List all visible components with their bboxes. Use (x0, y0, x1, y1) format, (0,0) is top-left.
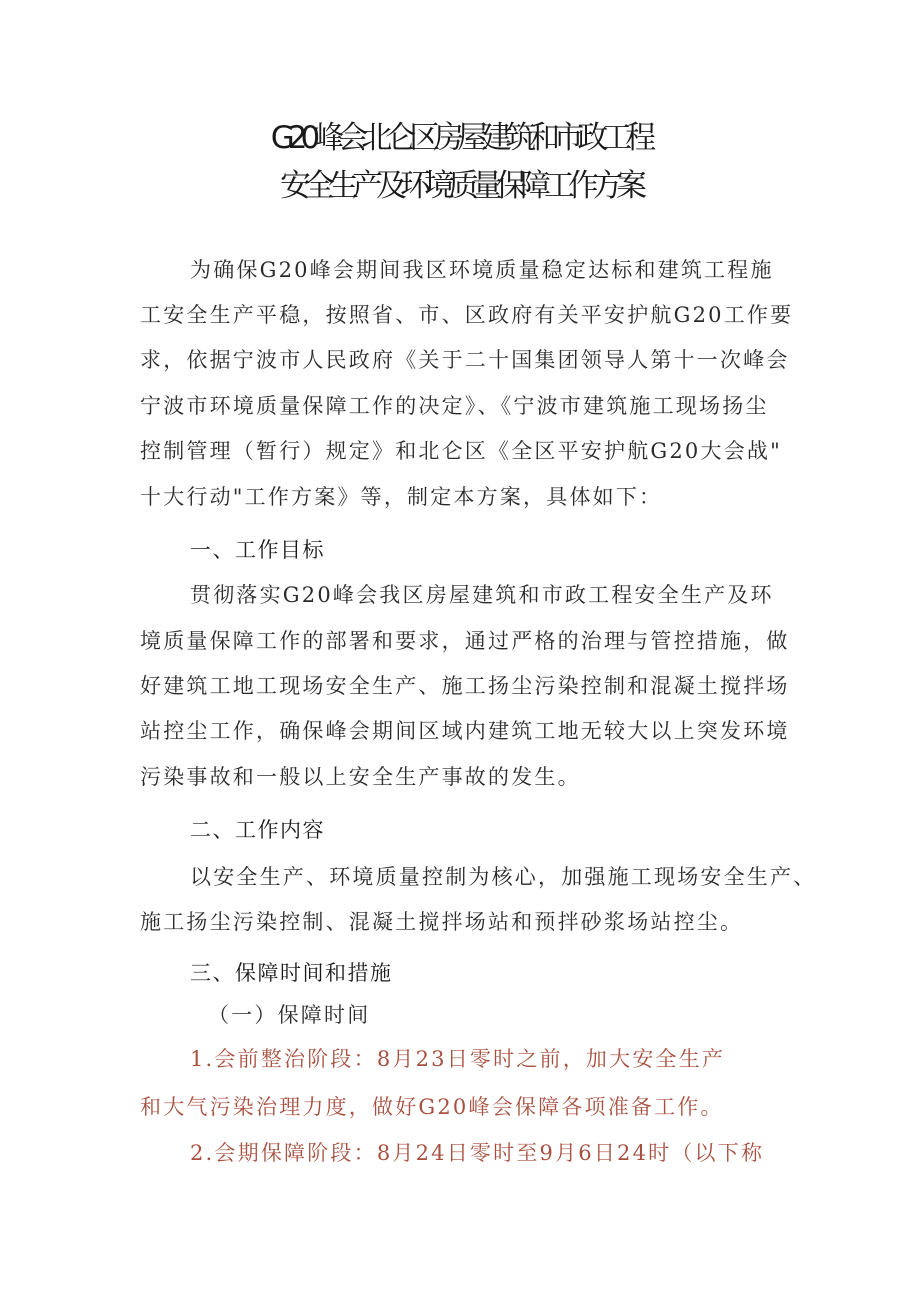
section-heading-work-content: 二、工作内容 (190, 818, 325, 842)
section1-body-line: 站控尘工作，确保峰会期间区域内建筑工地无较大以上突发环境 (140, 719, 790, 743)
intro-line: 为确保G20峰会期间我区环境质量稳定达标和建筑工程施 (190, 258, 774, 282)
item1-line: 和大气污染治理力度，做好G20峰会保障各项准备工作。 (140, 1095, 724, 1119)
intro-line: 工安全生产平稳，按照省、市、区政府有关平安护航G20工作要 (140, 303, 794, 327)
item1-line: 1.会前整治阶段：8月23日零时之前，加大安全生产 (190, 1047, 726, 1071)
section2-body-line: 施工扬尘污染控制、混凝土搅拌场站和预拌砂浆场站控尘。 (140, 910, 744, 934)
section1-body-line: 境质量保障工作的部署和要求，通过严格的治理与管控措施，做 (140, 629, 790, 653)
intro-line: 控制管理（暂行）规定》和北仑区《全区平安护航G20大会战" (140, 439, 782, 463)
intro-line: 十大行动"工作方案》等，制定本方案，具体如下： (140, 485, 663, 509)
intro-line: 宁波市环境质量保障工作的决定》、《宁波市建筑施工现场扬尘 (140, 394, 769, 418)
section1-body-line: 污染事故和一般以上安全生产事故的发生。 (140, 765, 581, 789)
intro-line: 求，依据宁波市人民政府《关于二十国集团领导人第十一次峰会 (140, 348, 790, 372)
item2-line: 2.会期保障阶段：8月24日零时至9月6日24时（以下称 (190, 1141, 765, 1165)
section-heading-work-goals: 一、工作目标 (190, 538, 325, 562)
document-title-line-1: G20峰会北仑区房屋建筑和市政工程 (270, 120, 650, 156)
section1-body-line: 好建筑工地工现场安全生产、施工扬尘污染控制和混凝土搅拌场 (140, 674, 790, 698)
section-heading-time-and-measures: 三、保障时间和措施 (190, 961, 393, 985)
section2-body-line: 以安全生产、环境质量控制为核心，加强施工现场安全生产、 (190, 865, 817, 889)
document-title-line-2: 安全生产及环境质量保障工作方案 (280, 168, 640, 204)
section1-body-line: 贯彻落实G20峰会我区房屋建筑和市政工程安全生产及环 (190, 583, 774, 607)
subsection-heading-time: （一）保障时间 (208, 1003, 371, 1027)
